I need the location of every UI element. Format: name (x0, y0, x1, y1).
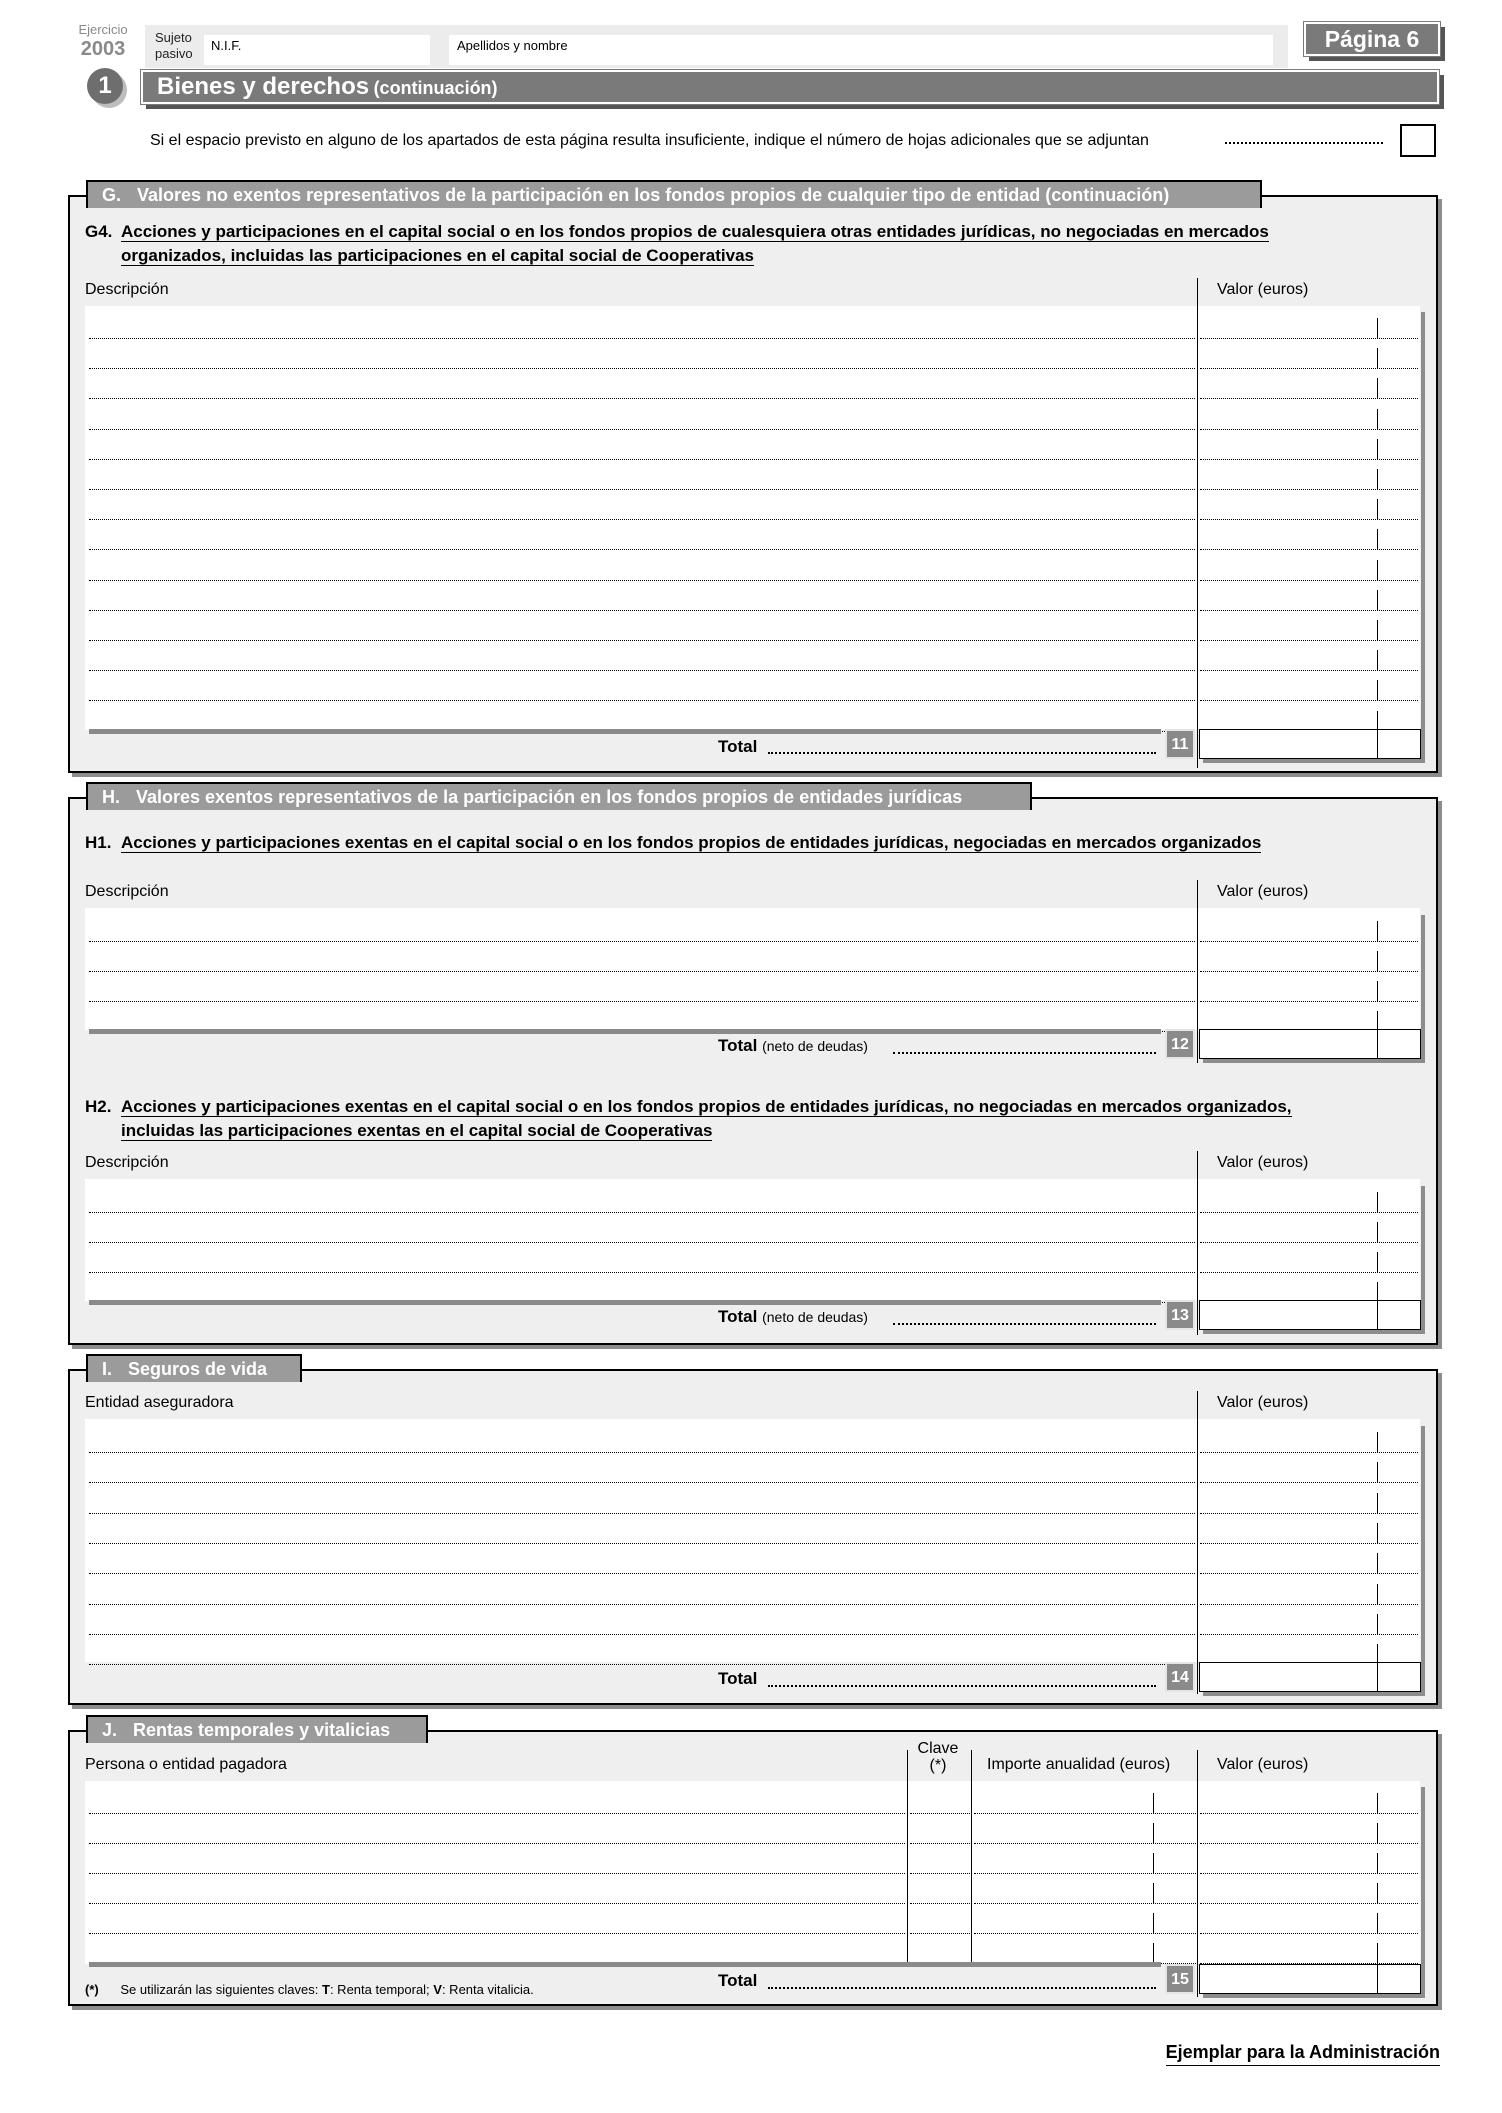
entry-row[interactable] (89, 1664, 1195, 1665)
entry-row-cell[interactable] (910, 1873, 970, 1874)
h2-valor-header: Valor (euros) (1217, 1154, 1309, 1171)
entry-row-value[interactable] (1200, 398, 1418, 399)
h2-total-field[interactable] (1199, 1300, 1421, 1330)
h2-line1: Acciones y participaciones exentas en el capital social o en los fondos propios de entidades jurídicas, no negociadas en mercados organizados, (121, 1097, 1292, 1116)
entry-row-value[interactable] (1200, 338, 1418, 339)
section-g-letter: G. (102, 185, 122, 205)
ejercicio-year: 2003 (80, 38, 126, 60)
entry-row[interactable] (89, 1452, 1195, 1453)
entry-row[interactable] (89, 429, 1195, 430)
entry-row[interactable] (89, 610, 1195, 611)
value-decimal-tick (1377, 711, 1378, 731)
entry-row[interactable] (89, 700, 1195, 701)
entry-row[interactable] (89, 368, 1195, 369)
entry-row-cell[interactable] (974, 1903, 1196, 1904)
entry-row-value[interactable] (1200, 549, 1418, 550)
entry-row-cell[interactable] (910, 1933, 970, 1934)
nombre-label: Apellidos y nombre (457, 38, 568, 53)
entry-row[interactable] (89, 519, 1195, 520)
importe-decimal-tick (1153, 1823, 1154, 1843)
value-decimal-tick (1377, 650, 1378, 670)
value-decimal-tick (1377, 1614, 1378, 1634)
i-desc-header: Entidad aseguradora (85, 1394, 234, 1411)
entry-row[interactable] (89, 549, 1195, 550)
value-decimal-tick (1377, 590, 1378, 610)
value-decimal-tick (1377, 1853, 1378, 1873)
section-h-tab (86, 782, 1032, 810)
h1-line1: Acciones y participaciones exentas en el capital social o en los fondos propios de entidades jurídicas, negociadas en mercados organizados (121, 833, 1262, 852)
section-h-letter: H. (102, 787, 120, 807)
section-title-bar (141, 70, 1439, 104)
value-decimal-tick (1377, 1883, 1378, 1903)
j-clave-note: (*) (929, 1757, 947, 1774)
value-decimal-tick (1377, 680, 1378, 700)
entry-row[interactable] (89, 1873, 905, 1874)
entry-row-cell[interactable] (974, 1933, 1196, 1934)
value-decimal-tick (1377, 1282, 1378, 1302)
g4-total-label: Total (718, 737, 758, 756)
entry-row-value[interactable] (1200, 1212, 1418, 1213)
page-number-badge: Página 6 (1304, 22, 1440, 56)
importe-decimal-tick (1153, 1943, 1154, 1963)
entry-row-value[interactable] (1200, 1604, 1418, 1605)
h1-valor-header: Valor (euros) (1217, 883, 1309, 900)
value-decimal-tick (1377, 499, 1378, 519)
entry-row-value[interactable] (1200, 429, 1418, 430)
value-decimal-tick (1377, 620, 1378, 640)
entry-row[interactable] (89, 1212, 1195, 1213)
value-decimal-tick (1377, 409, 1378, 429)
entry-row[interactable] (89, 459, 1195, 460)
hojas-adicionales-input[interactable] (1400, 124, 1436, 157)
value-column-shadow (1421, 1186, 1425, 1334)
entry-row[interactable] (89, 1242, 1195, 1243)
value-column-shadow (1421, 312, 1425, 763)
nif-label: N.I.F. (211, 38, 242, 53)
h1-total-label (718, 1036, 868, 1056)
h1-title (85, 831, 1415, 855)
value-decimal-tick (1377, 1462, 1378, 1482)
entry-row-cell[interactable] (910, 1903, 970, 1904)
value-decimal-tick (1377, 1823, 1378, 1843)
entry-row[interactable] (89, 489, 1195, 490)
section-h-title: Valores exentos representativos de la participación en los fondos propios de entidades jurídicas (136, 787, 963, 807)
entry-row-value[interactable] (1200, 971, 1418, 972)
entry-row-value[interactable] (1200, 1903, 1418, 1904)
i-total-field[interactable] (1199, 1662, 1421, 1692)
value-decimal-tick (1377, 1432, 1378, 1452)
hojas-adicionales-text: Si el espacio previsto en alguno de los apartados de esta página resulta insuficiente, indique el número de hojas adicionales que se adjuntan (150, 132, 1149, 149)
j-clave-label: Clave (917, 1740, 959, 1757)
entry-row[interactable] (89, 1634, 1195, 1635)
section-i-letter: I. (102, 1359, 113, 1379)
value-decimal-tick (1377, 1943, 1378, 1963)
value-column-shadow (1421, 915, 1425, 1063)
entry-row[interactable] (89, 941, 1195, 942)
importe-decimal-tick (1153, 1853, 1154, 1873)
value-decimal-tick (1377, 1011, 1378, 1031)
entry-row-value[interactable] (1200, 700, 1418, 701)
value-decimal-tick (1377, 1523, 1378, 1543)
value-decimal-tick (1377, 560, 1378, 580)
entry-row-value[interactable] (1200, 1001, 1418, 1002)
entry-row-value[interactable] (1200, 941, 1418, 942)
entry-row[interactable] (89, 1933, 905, 1934)
hojas-dotted-leader (1225, 142, 1383, 144)
h2-title (85, 1095, 1415, 1143)
j-footnote-mark: (*) (85, 1982, 99, 1997)
i-total-label: Total (718, 1669, 758, 1688)
j-footnote-t: T (322, 1982, 330, 1997)
nombre-field[interactable] (449, 35, 1273, 65)
entry-row-value[interactable] (1200, 489, 1418, 490)
value-decimal-tick (1377, 469, 1378, 489)
entry-row-cell[interactable] (974, 1843, 1196, 1844)
entry-row[interactable] (89, 1843, 905, 1844)
entry-row[interactable] (89, 1272, 1195, 1273)
j-clave-header (906, 1740, 970, 1774)
section-i-tab (86, 1354, 302, 1382)
h2-total-label (718, 1307, 868, 1327)
entry-row-value[interactable] (1200, 580, 1418, 581)
entry-row-value[interactable] (1200, 1813, 1418, 1814)
entry-row[interactable] (89, 640, 1195, 641)
g4-table[interactable] (85, 306, 1420, 730)
entry-row-cell[interactable] (974, 1873, 1196, 1874)
entry-row-cell[interactable] (974, 1813, 1196, 1814)
value-decimal-tick (1377, 529, 1378, 549)
entry-row[interactable] (89, 971, 1195, 972)
h1-total-note: (neto de deudas) (762, 1038, 868, 1054)
entry-row-value[interactable] (1200, 519, 1418, 520)
entry-row[interactable] (89, 1543, 1195, 1544)
entry-row-value[interactable] (1200, 1634, 1418, 1635)
entry-row-value[interactable] (1200, 1873, 1418, 1874)
importe-decimal-tick (1153, 1883, 1154, 1903)
value-decimal-tick (1377, 378, 1378, 398)
g4-title (85, 220, 1385, 268)
section-j-title: Rentas temporales y vitalicias (133, 1720, 391, 1740)
section-j-letter: J. (102, 1720, 118, 1740)
entry-row-value[interactable] (1200, 610, 1418, 611)
j-total-label: Total (718, 1971, 758, 1990)
entry-row-value[interactable] (1200, 1482, 1418, 1483)
h2-table[interactable] (85, 1179, 1420, 1301)
value-column-shadow (1421, 1787, 1425, 1995)
h2-code: H2. (85, 1097, 112, 1116)
g4-line2: organizados, incluidas las participaciones en el capital social de Cooperativas (121, 246, 754, 265)
h1-table[interactable] (85, 908, 1420, 1030)
i-box-number: 14 (1165, 1662, 1195, 1692)
h2-total-text: Total (718, 1307, 758, 1326)
value-decimal-tick (1377, 1553, 1378, 1573)
value-decimal-tick (1377, 1222, 1378, 1242)
entry-row-value[interactable] (1200, 1452, 1418, 1453)
h1-total-field[interactable] (1199, 1029, 1421, 1059)
entry-row-value[interactable] (1200, 1843, 1418, 1844)
g4-box-number: 11 (1165, 729, 1195, 759)
entry-row[interactable] (89, 1813, 905, 1814)
section-g-tab (86, 180, 1262, 208)
value-decimal-tick (1377, 439, 1378, 459)
section-i-title: Seguros de vida (128, 1359, 268, 1379)
h1-total-text: Total (718, 1036, 758, 1055)
section-g-title: Valores no exentos representativos de la participación en los fondos propios de cualquier tipo de entidad (continuación) (137, 185, 1170, 205)
value-decimal-tick (1377, 921, 1378, 941)
entry-row[interactable] (89, 1604, 1195, 1605)
g4-valor-header: Valor (euros) (1217, 281, 1309, 298)
entry-row-value[interactable] (1200, 368, 1418, 369)
entry-row[interactable] (89, 1001, 1195, 1002)
entry-row[interactable] (89, 580, 1195, 581)
j-footnote-v-text: : Renta vitalicia. (441, 1982, 534, 1997)
entry-row[interactable] (89, 1573, 1195, 1574)
j-footnote-t-text: : Renta temporal; (329, 1982, 434, 1997)
value-decimal-tick (1377, 1913, 1378, 1933)
j-footnote-intro: Se utilizarán las siguientes claves: (120, 1982, 322, 1997)
entry-row-value[interactable] (1200, 1573, 1418, 1574)
g4-line1: Acciones y participaciones en el capital social o en los fondos propios de cualesquiera otras entidades jurídicas, no negociadas en mercados (121, 222, 1269, 241)
ejemplar-label: Ejemplar para la Administración (1166, 2042, 1440, 2066)
entry-row-value[interactable] (1200, 459, 1418, 460)
j-footnote-v: V (433, 1982, 442, 1997)
value-decimal-tick (1377, 1192, 1378, 1212)
section-j-tab (86, 1715, 428, 1743)
j-importe-header: Importe anualidad (euros) (987, 1756, 1171, 1773)
h1-box-number: 12 (1165, 1029, 1195, 1059)
entry-row[interactable] (89, 338, 1195, 339)
value-decimal-tick (1377, 951, 1378, 971)
section-subtitle: (continuación) (373, 78, 498, 98)
section-title: Bienes y derechos (157, 73, 370, 100)
value-decimal-tick (1377, 1493, 1378, 1513)
entry-row-value[interactable] (1200, 1272, 1418, 1273)
g4-desc-header: Descripción (85, 281, 169, 298)
j-total-field[interactable] (1199, 1964, 1421, 1994)
nif-field[interactable] (204, 35, 430, 65)
importe-decimal-tick (1153, 1913, 1154, 1933)
j-valor-header: Valor (euros) (1217, 1756, 1309, 1773)
i-table[interactable] (85, 1419, 1420, 1662)
j-box-number: 15 (1165, 1964, 1195, 1994)
section-number-badge: 1 (87, 68, 123, 104)
h2-box-number: 13 (1165, 1300, 1195, 1330)
entry-row-cell[interactable] (910, 1843, 970, 1844)
i-valor-header: Valor (euros) (1217, 1394, 1309, 1411)
entry-row[interactable] (89, 1903, 905, 1904)
h2-desc-header: Descripción (85, 1154, 169, 1171)
value-decimal-tick (1377, 1793, 1378, 1813)
value-decimal-tick (1377, 1584, 1378, 1604)
ejercicio-label: Ejercicio (78, 22, 128, 37)
g4-total-field[interactable] (1199, 729, 1421, 759)
entry-row[interactable] (89, 398, 1195, 399)
entry-row-value[interactable] (1200, 670, 1418, 671)
sujeto-pasivo-label: Sujeto pasivo (155, 30, 193, 61)
value-decimal-tick (1377, 318, 1378, 338)
h2-line2: incluidas las participaciones exentas en el capital social de Cooperativas (121, 1121, 713, 1140)
value-decimal-tick (1377, 1252, 1378, 1272)
entry-row[interactable] (89, 670, 1195, 671)
entry-row-value[interactable] (1200, 1933, 1418, 1934)
entry-row-value[interactable] (1200, 1513, 1418, 1514)
j-footnote (85, 1982, 534, 1997)
entry-row-value[interactable] (1200, 1543, 1418, 1544)
h1-code: H1. (85, 833, 112, 852)
j-desc-header: Persona o entidad pagadora (85, 1756, 287, 1773)
value-decimal-tick (1377, 348, 1378, 368)
value-decimal-tick (1377, 981, 1378, 1001)
entry-row-value[interactable] (1200, 640, 1418, 641)
entry-row-value[interactable] (1200, 1242, 1418, 1243)
h2-total-note: (neto de deudas) (762, 1309, 868, 1325)
importe-decimal-tick (1153, 1793, 1154, 1813)
g4-code: G4. (85, 222, 113, 241)
value-column-shadow (1421, 1426, 1425, 1696)
entry-row-cell[interactable] (910, 1813, 970, 1814)
entry-row[interactable] (89, 1482, 1195, 1483)
entry-row[interactable] (89, 1513, 1195, 1514)
h1-desc-header: Descripción (85, 883, 169, 900)
